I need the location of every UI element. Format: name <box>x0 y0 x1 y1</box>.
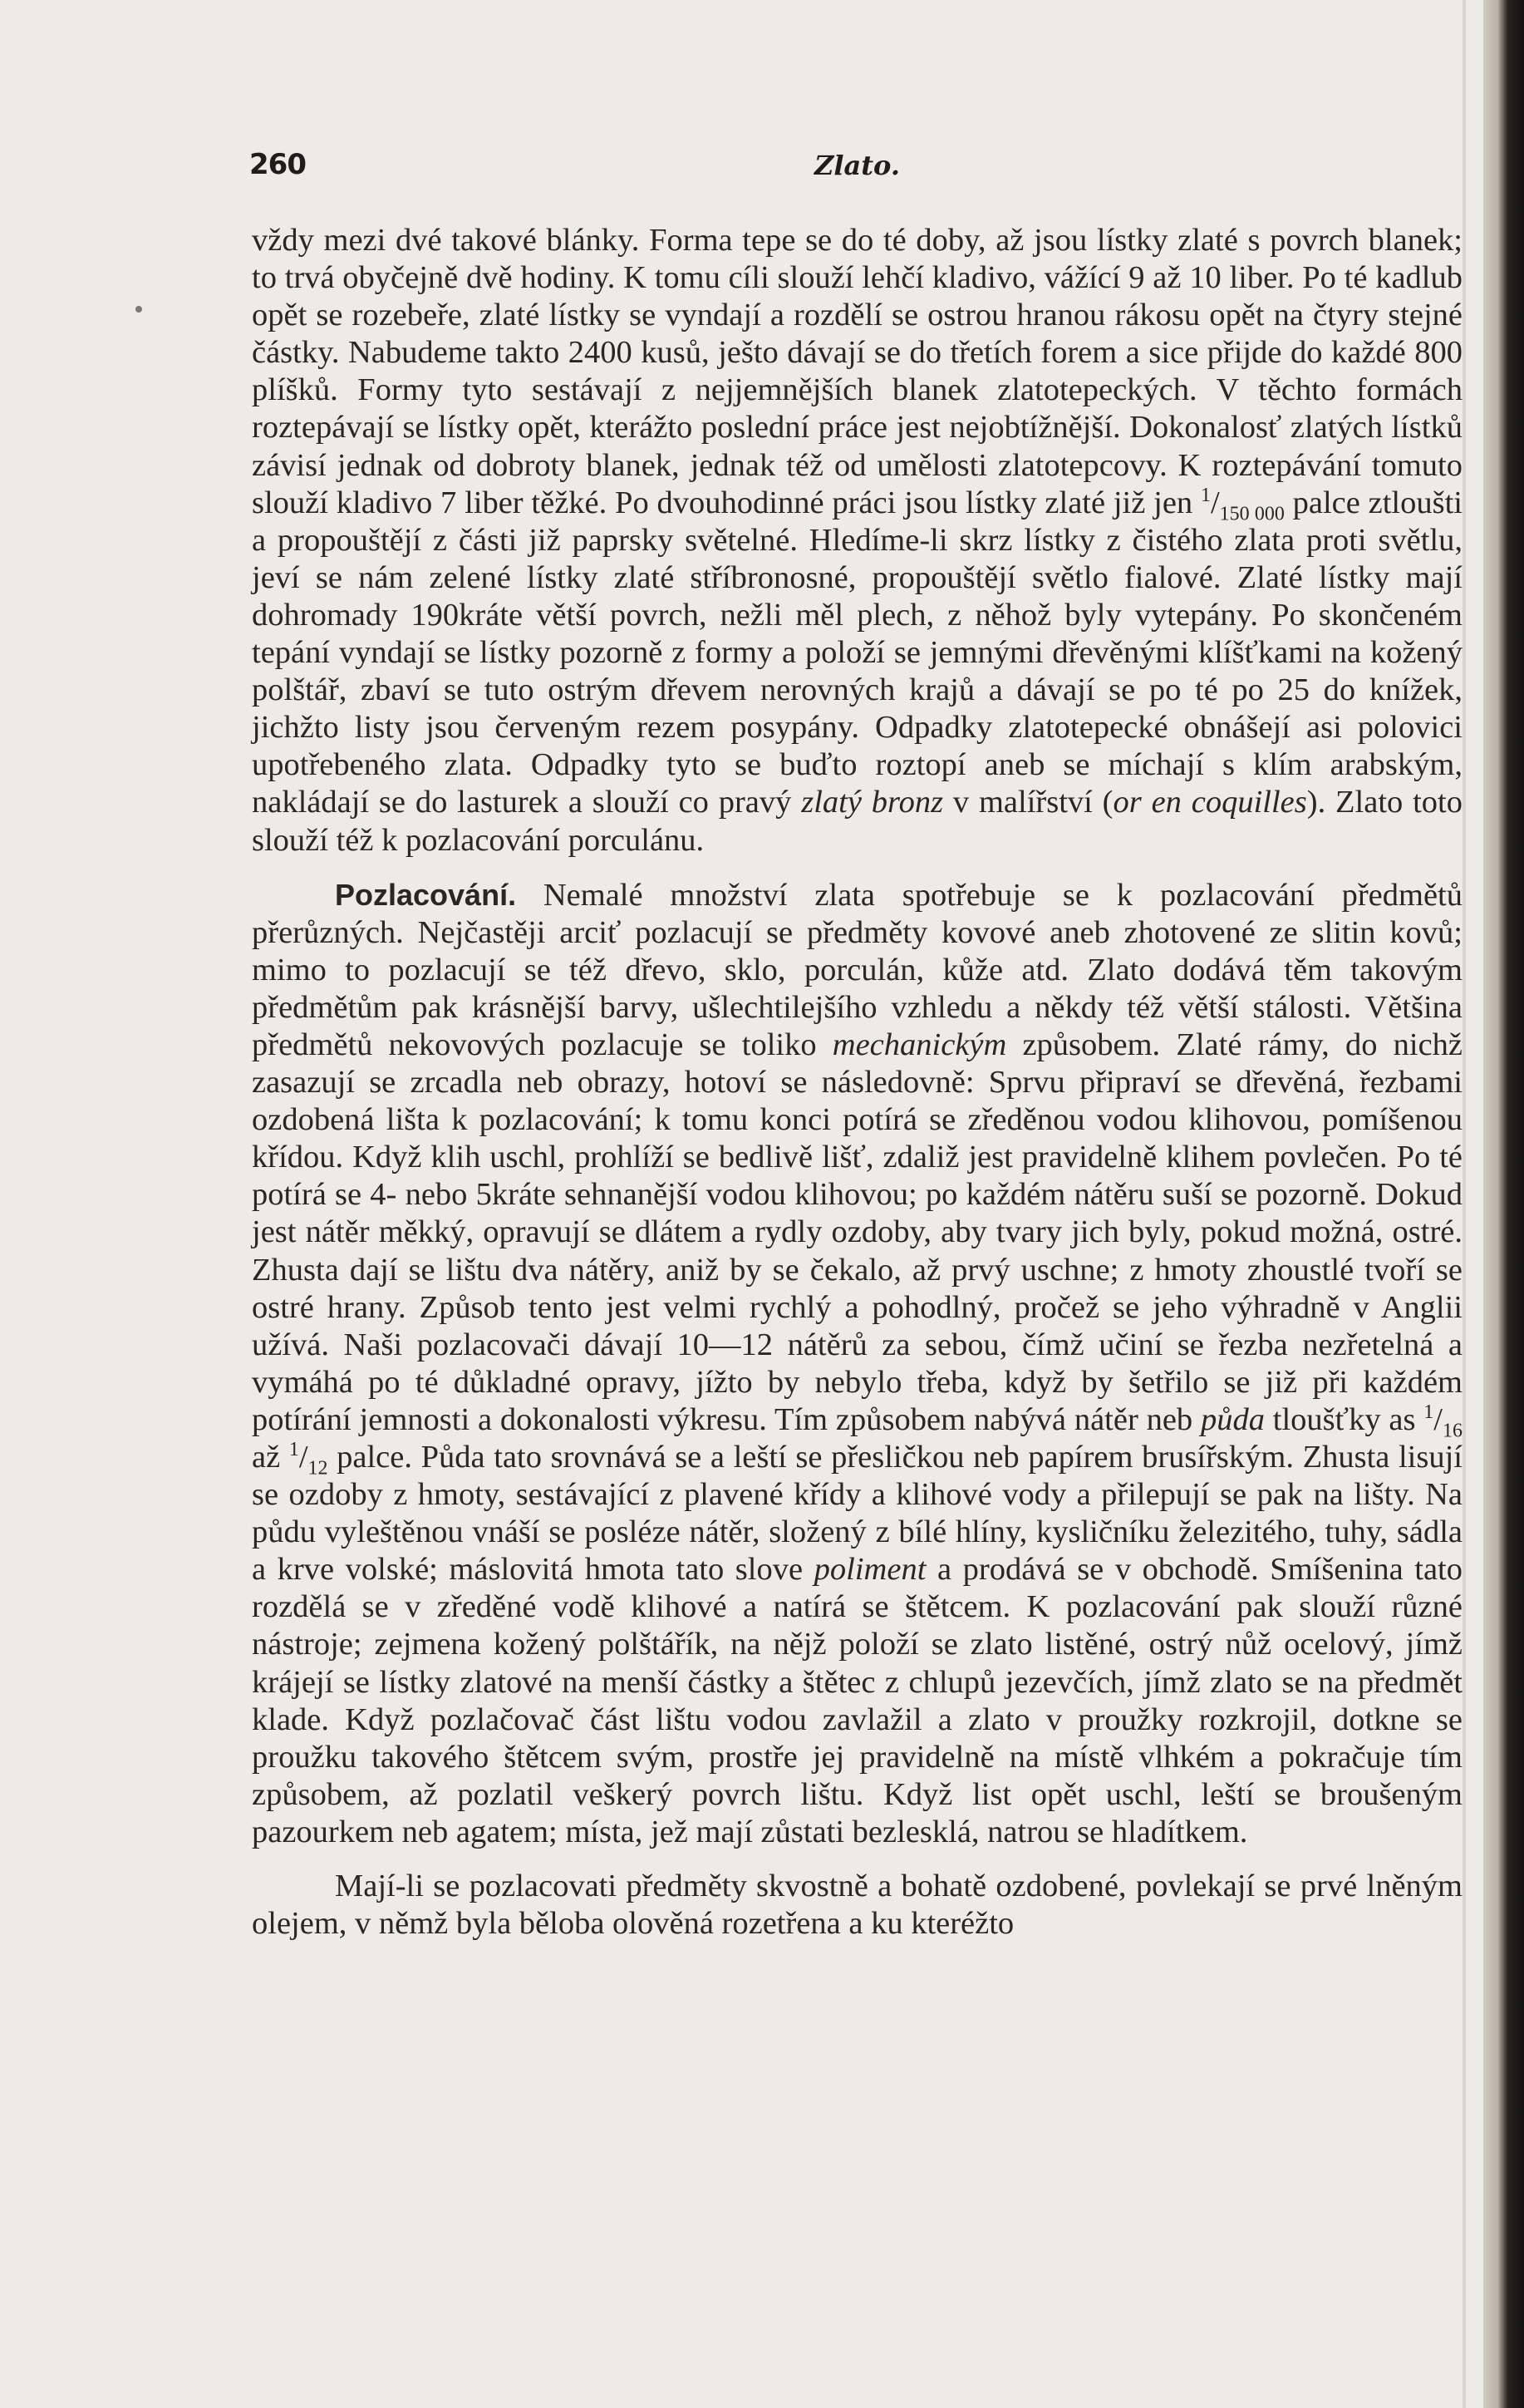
fraction: $^1/_{12}$ <box>288 1439 328 1480</box>
italic-term: or en coquilles <box>1113 785 1307 820</box>
text-run: způsobem. Zlaté rámy, do nichž zasazují se zrcadla neb obrazy, hotoví se následovně: Sprvu připraví se dřevěná, řezbami ozdobená lišta k pozlacování; k tomu konci potírá se zředěnou vodou klihovou, pomíšenou křídou. Když klih uschl, prohlíží se bedlivě lišť, zdaliž jest pravidelně klihem povlečen. Po té potírá se 4- nebo 5kráte sehnanější vodou klihovou; po každém nátěru suší se pozorně. Dokud jest nátěr měkký, opravují se dlátem a rydly ozdoby, aby tvary jich byly, pokud možná, ostré. Zhusta dají se lištu dva nátěry, aniž by se čekalo, až prvý uschne; z hmoty zhoustlé tvoří se ostré hrany. Způsob tento jest velmi rychlý a pohodlný, pročež se jeho výhradně v Anglii užívá. Naši pozlacovači dávají 10—12 nátěrů za sebou, čímž učiní se řezba nezřetelná a vymáhá po té důkladné opravy, jížto by nebylo třeba, když by šetřilo se již při každém potírání jemnosti a dokonalosti výkresu. Tím způsobem nabývá nátěr neb <box>252 1027 1463 1437</box>
text-run: až <box>252 1440 289 1475</box>
paragraph <box>252 1868 1463 1943</box>
italic-term: zlatý bronz <box>801 785 944 820</box>
text-run: palce. Půda tato srovnává se a leští se přesličkou neb papírem brusířským. Zhusta lisují se ozdoby z hmoty, sestávající z plavené křídy a klihové vody a přilepují se pak na lišty. Na půdu vyleštěnou vnáší se posléze nátěr, složený z bílé hlíny, kysličníku železitého, tuhy, sádla a krve volské; máslovitá hmota tato slove <box>252 1440 1463 1588</box>
text-run: tloušťky as <box>1264 1401 1424 1437</box>
italic-term: mechanickým <box>832 1027 1007 1062</box>
fraction: $^1/_{150 000}$ <box>1200 484 1285 525</box>
text-run: ). Zlato toto slouží též k pozlacování porculánu. <box>252 785 1463 858</box>
section-heading: Pozlacování. <box>335 877 517 912</box>
fraction: $^1/_{16}$ <box>1423 1401 1463 1442</box>
page-number: 260 <box>249 148 306 181</box>
text-run: vždy mezi dvé takové blánky. Forma tepe se do té doby, až jsou lístky zlaté s povrch blanek; to trvá obyčejně dvě hodiny. K tomu cíli slouží lehčí kladivo, vážící 9 až 10 liber. Po té kadlub opět se rozebeře, zlaté lístky se vyndají a rozdělí se ostrou hranou rákosu opět na čtyry stejné částky. Nabudeme takto 2400 kusů, ješto dávají se do třetích forem a sice přijde do každé 800 plíšků. Formy tyto sestávají z nejjemnějších blanek zlatotepeckých. V těchto formách roztepávají se lístky opět, kterážto poslední práce jest nejobtížnější. Dokonalosť zlatých lístků závisí jednak od dobroty blanek, jednak též od umělosti zlatotepcovy. K roztepávání tomuto slouží kladivo 7 liber těžké. Po dvouhodinné práci jsou lístky zlaté již jen <box>252 223 1463 520</box>
paragraph <box>252 222 1463 859</box>
text-run: a prodává se v obchodě. Smíšenina tato rozdělá se v zředěné vodě klihové a natírá se štětcem. K pozlacování pak slouží různé nástroje; zejmena kožený polštářík, na nějž položí se zlato listěné, ostrý nůž ocelový, jímž krájejí se lístky zlatové na menší částky a štětec z chlupů jezevčích, jímž zlato se na předmět klade. Když pozlačovač část lištu vodou zavlažil a zlato v proužky rozkrojil, dotkne se proužku takového štětcem svým, prostře jej pravidelně na místě vlhkém a pokračuje tím způsobem, až pozlatil veškerý povrch lištu. Když list opět uschl, leští se broušeným pazourkem neb agatem; místa, jež mají zůstati bezlesklá, natrou se hladítkem. <box>252 1552 1463 1849</box>
paragraph <box>252 876 1463 1851</box>
page-header <box>249 148 1479 198</box>
text-run: Mají-li se pozlacovati předměty skvostně a bohatě ozdobené, povlekají se prvé lněným olejem, v němž byla běloba olověná rozetřena a ku kteréžto <box>252 1869 1463 1942</box>
text-run: palce ztloušti a propouštějí z části již paprsky světelné. Hledíme-li skrz lístky z čistého zlata proti světlu, jeví se nám zelené lístky zlaté stříbronosné, propouštějí světlo fialové. Zlaté lístky mají dohromady 190kráte větší povrch, nežli měl plech, z něhož byly vytepány. Po skončeném tepání vyndají se lístky pozorně z formy a položí se jemnými dřevěnými klíšťkami na kožený polštář, zbaví se tuto ostrým dřevem nerovných krajů a dávají se po té po 25 do knížek, jichžto listy jsou červeným rezem posypány. Odpadky zlatotepecké obnášejí asi polovici upotřebeného zlata. Odpadky tyto se buďto roztopí aneb se míchají s klím arabským, nakládají se do lasturek a slouží co pravý <box>252 485 1463 820</box>
italic-term: půda <box>1200 1401 1265 1437</box>
text-run: Nemalé množství zlata spotřebuje se k pozlacování předmětů přerůzných. Nejčastěji arciť pozlacují se předměty kovové aneb zhotovené ze slitin kovů; mimo to pozlacují se též dřevo, sklo, porculán, kůže atd. Zlato dodává těm takovým předmětům pak krásnější barvy, ušlechtilejšího vzhledu a někdy též větší stálosti. Většina předmětů nekovových pozlacuje se toliko <box>252 877 1463 1062</box>
running-title: Zlato. <box>814 150 900 181</box>
book-gutter-shadow <box>1483 0 1524 2408</box>
margin-mark <box>135 306 142 313</box>
body-text <box>252 222 1463 1943</box>
italic-term: poliment <box>814 1552 927 1588</box>
text-run: v malířství ( <box>943 785 1114 820</box>
page-edge-line <box>1463 0 1466 2408</box>
